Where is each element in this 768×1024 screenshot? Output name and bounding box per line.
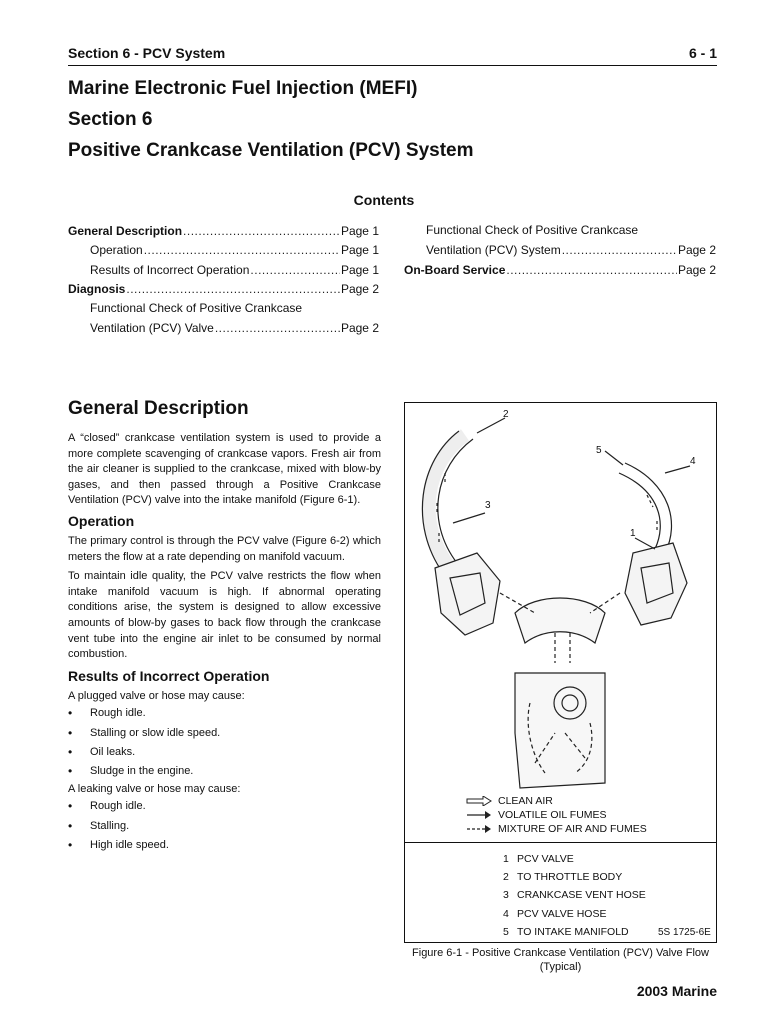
key-item: 5 TO INTAKE MANIFOLD bbox=[503, 925, 629, 938]
key-item: 1 PCV VALVE bbox=[503, 853, 574, 865]
hollow-arrow-icon bbox=[466, 796, 492, 806]
list-item: • High idle speed. bbox=[68, 836, 381, 855]
legend-item: VOLATILE OIL FUMES bbox=[466, 808, 647, 822]
operation-paragraph-2: To maintain idle quality, the PCV valve restricts the flow when intake manifold vacuum is high. If abnormal operating conditions arise, the system is designed to allow excessive amounts of blow-by gases to back flow through the crankcase vent tube into the engine air inlet to be consumed by normal combustion. bbox=[68, 570, 381, 661]
list-item: • Rough idle. bbox=[68, 704, 381, 723]
list-item: • Stalling or slow idle speed. bbox=[68, 724, 381, 743]
page-header bbox=[68, 42, 717, 66]
dashed-arrow-icon bbox=[466, 824, 492, 834]
list-item: • Stalling. bbox=[68, 817, 381, 836]
section-label: Section 6 - PCV System bbox=[68, 45, 226, 61]
pcv-flow-diagram bbox=[405, 403, 715, 839]
leaking-intro: A leaking valve or hose may cause: bbox=[68, 782, 241, 795]
callout-label: 4 bbox=[690, 456, 696, 467]
key-item: 2 TO THROTTLE BODY bbox=[503, 871, 623, 884]
toc-right bbox=[404, 221, 716, 280]
toc-left bbox=[68, 221, 379, 338]
figure-key bbox=[503, 850, 646, 941]
leaking-list bbox=[68, 797, 381, 855]
figure-code: 5S 1725-6E bbox=[658, 927, 711, 938]
general-description-heading: General Description bbox=[68, 398, 249, 419]
operation-heading: Operation bbox=[68, 512, 135, 529]
toc-entry-label: Functional Check of Positive Crankcase bbox=[426, 223, 639, 237]
contents-heading: Contents bbox=[353, 192, 415, 208]
operation-paragraph-1: The primary control is through the PCV valve (Figure 6-2) which meters the flow at a rate depending on manifold vacuum. bbox=[68, 534, 381, 563]
key-item: 3 CRANKCASE VENT HOSE bbox=[503, 889, 646, 902]
figure-caption: Figure 6-1 - Positive Crankcase Ventilation (PCV) Valve Flow (Typical) bbox=[412, 947, 709, 973]
toc-entry[interactable]: General Description ..... Page 1 bbox=[68, 221, 379, 241]
body-column bbox=[68, 431, 381, 856]
section-subtitle: Positive Crankcase Ventilation (PCV) System bbox=[68, 140, 474, 161]
legend-item: MIXTURE OF AIR AND FUMES bbox=[466, 822, 647, 836]
toc-entry[interactable]: Ventilation (PCV) System ..... Page 2 bbox=[404, 241, 716, 261]
callout-label: 3 bbox=[485, 500, 491, 511]
plugged-list bbox=[68, 704, 381, 782]
figure-divider bbox=[405, 842, 716, 843]
key-item: 4 PCV VALVE HOSE bbox=[503, 907, 607, 920]
intro-paragraph: A “closed” crankcase ventilation system is used to provide a more complete scavenging of crankcase vapors. Fresh air from the air cleaner is supplied to the crankcase, mixed with blow-by gases, and then passed through a Positive Crankcase Ventilation (PCV) valve into the intake manifold (Figure 6-1). bbox=[68, 432, 381, 507]
callout-label: 2 bbox=[503, 409, 509, 420]
page-footer: 2003 Marine bbox=[636, 983, 717, 999]
toc-entry[interactable]: Operation ..... Page 1 bbox=[68, 241, 379, 261]
figure-legend bbox=[466, 794, 647, 836]
results-heading: Results of Incorrect Operation bbox=[68, 667, 270, 684]
legend-item: CLEAN AIR bbox=[466, 794, 647, 808]
list-item: • Rough idle. bbox=[68, 797, 381, 816]
toc-entry[interactable]: Diagnosis ..... Page 2 bbox=[68, 280, 379, 300]
toc-entry-label: Functional Check of Positive Crankcase bbox=[90, 301, 303, 315]
doc-title: Marine Electronic Fuel Injection (MEFI) bbox=[68, 78, 418, 99]
toc-entry[interactable]: On-Board Service ..... Page 2 bbox=[404, 260, 716, 280]
list-item: • Oil leaks. bbox=[68, 743, 381, 762]
plugged-intro: A plugged valve or hose may cause: bbox=[68, 689, 245, 702]
callout-label: 1 bbox=[630, 528, 636, 539]
callout-label: 5 bbox=[596, 445, 602, 456]
section-title: Section 6 bbox=[68, 109, 153, 130]
toc-entry[interactable]: Results of Incorrect Operation ..... Page 1 bbox=[68, 260, 379, 280]
page-number: 6 - 1 bbox=[688, 45, 717, 61]
solid-arrow-icon bbox=[466, 810, 492, 820]
list-item: • Sludge in the engine. bbox=[68, 762, 381, 781]
toc-entry[interactable]: Ventilation (PCV) Valve ..... Page 2 bbox=[68, 319, 379, 339]
